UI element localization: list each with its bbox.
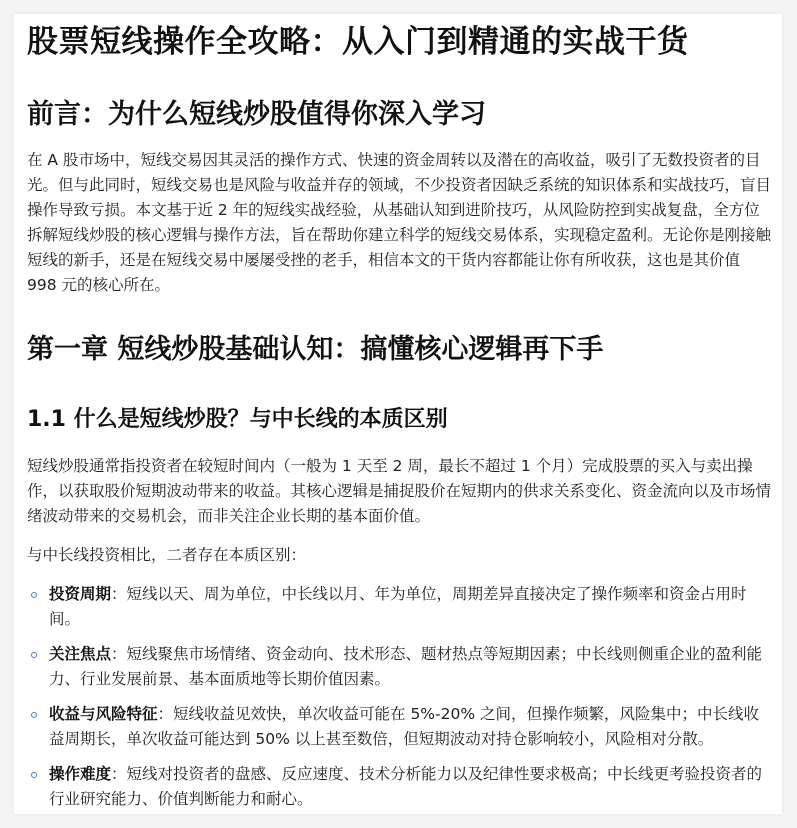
- article-page: [14, 14, 782, 814]
- section-1-1-paragraph-1: 短线炒股通常指投资者在较短时间内（一般为 1 天至 2 周，最长不超过 1 个月）完成股票的买入与卖出操作，以获取股价短期波动带来的收益。其核心逻辑是捕捉股价在短期内的供求关系变化、资金流向以及市场情绪波动带来的交易机会，而非关注企业长期的基本面价值。: [27, 457, 772, 525]
- section-1-1-paragraph-2: 与中长线投资相比，二者存在本质区别：: [27, 546, 307, 564]
- list-item-text: ：短线对投资者的盘感、反应速度、技术分析能力以及纪律性要求极高；中长线更考验投资者的行业研究能力、价值判断能力和耐心。: [49, 765, 763, 808]
- preface-paragraph: 在 A 股市场中，短线交易因其灵活的操作方式、快速的资金周转以及潜在的高收益，吸引了无数投资者的目光。但与此同时，短线交易也是风险与收益并存的领域，不少投资者因缺乏系统的知识体系和实战技巧，盲目操作导致亏损。本文基于近 2 年的短线实战经验，从基础认知到进阶技巧，从风险防控到实战复盘，全方位拆解短线炒股的核心逻辑与操作方法，旨在帮助你建立科学的短线交易体系，实现稳定盈利。无论你是刚接触短线的新手，还是在短线交易中屡屡受挫的老手，相信本文的干货内容都能让你有所收获，这也是其价值 998 元的核心所在。: [27, 151, 772, 294]
- bullet-icon: [31, 772, 37, 778]
- section-1-1-heading: 1.1 什么是短线炒股？与中长线的本质区别: [27, 407, 448, 432]
- comparison-list: [27, 582, 772, 812]
- list-item-text: ：短线收益见效快，单次收益可能在 5%-20% 之间，但操作频繁，风险集中；中长线收益周期长，单次收益可能达到 50% 以上甚至数倍，但短期波动对持仓影响较小，风险相对分散。: [49, 705, 760, 748]
- list-item-text: ：短线以天、周为单位，中长线以月、年为单位，周期差异直接决定了操作频率和资金占用时间。: [49, 585, 747, 628]
- list-item-text: ：短线聚焦市场情绪、资金动向、技术形态、题材热点等短期因素；中长线则侧重企业的盈利能力、行业发展前景、基本面质地等长期价值因素。: [49, 645, 763, 688]
- preface-heading: 前言：为什么短线炒股值得你深入学习: [27, 99, 486, 130]
- list-item-term: 收益与风险特征: [49, 705, 158, 723]
- list-item: [27, 582, 772, 632]
- list-item: [27, 642, 772, 692]
- list-item: [27, 702, 772, 752]
- bullet-icon: [31, 652, 37, 658]
- list-item-term: 投资周期: [49, 585, 112, 603]
- article-title: 股票短线操作全攻略：从入门到精通的实战干货: [27, 24, 689, 60]
- bullet-icon: [31, 592, 37, 598]
- article-content: [14, 22, 782, 812]
- chapter-1-heading: 第一章 短线炒股基础认知：搞懂核心逻辑再下手: [27, 334, 604, 365]
- list-item-term: 操作难度: [49, 765, 112, 783]
- bullet-icon: [31, 712, 37, 718]
- list-item-term: 关注焦点: [49, 645, 112, 663]
- list-item: [27, 762, 772, 812]
